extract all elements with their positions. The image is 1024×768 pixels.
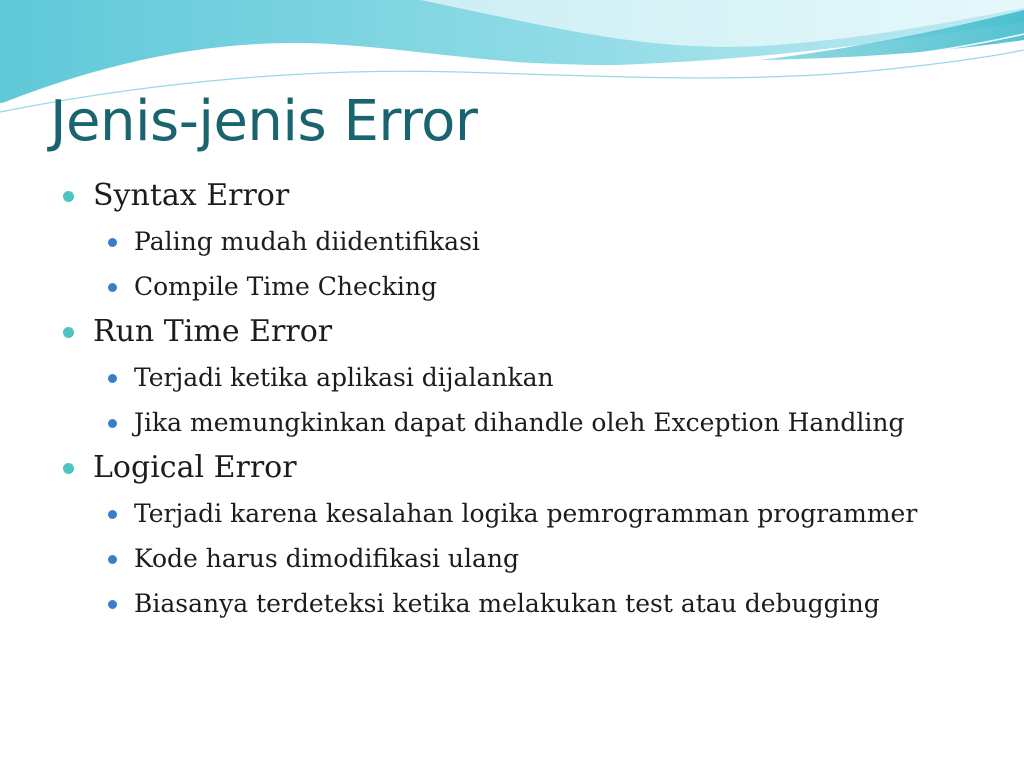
sub-bullet-item (62, 264, 1002, 309)
sub-bullet-label: Paling mudah diidentifikasi (134, 227, 480, 256)
bullet-label: Run Time Error (93, 314, 333, 349)
sub-bullet-list (62, 355, 1002, 445)
bullet-list (62, 173, 1002, 626)
sub-bullet-label: Compile Time Checking (134, 272, 438, 301)
bullet-item-run-time-error (62, 309, 1002, 445)
bullet-dot-icon (63, 191, 74, 202)
sub-bullet-dot-icon (108, 600, 117, 609)
sub-bullet-item (62, 581, 1002, 626)
sub-bullet-dot-icon (108, 283, 117, 292)
sub-bullet-item (62, 400, 1002, 445)
bullet-dot-icon (63, 327, 74, 338)
bullet-item-logical-error (62, 445, 1002, 626)
bullet-dot-icon (63, 463, 74, 474)
sub-bullet-dot-icon (108, 419, 117, 428)
bullet-label: Syntax Error (93, 178, 290, 213)
sub-bullet-list (62, 219, 1002, 309)
sub-bullet-dot-icon (108, 555, 117, 564)
sub-bullet-item (62, 536, 1002, 581)
sub-bullet-dot-icon (108, 374, 117, 383)
sub-bullet-dot-icon (108, 238, 117, 247)
sub-bullet-label: Jika memungkinkan dapat dihandle oleh Exception Handling (134, 408, 905, 437)
sub-bullet-label: Biasanya terdeteksi ketika melakukan test atau debugging (134, 589, 880, 618)
sub-bullet-item (62, 219, 1002, 264)
sub-bullet-item (62, 491, 1002, 536)
sub-bullet-item (62, 355, 1002, 400)
sub-bullet-label: Terjadi ketika aplikasi dijalankan (134, 363, 554, 392)
sub-bullet-list (62, 491, 1002, 626)
slide-title: Jenis-jenis Error (50, 89, 478, 154)
sub-bullet-label: Terjadi karena kesalahan logika pemrogramman programmer (134, 499, 918, 528)
sub-bullet-label: Kode harus dimodifikasi ulang (134, 544, 519, 573)
bullet-item-syntax-error (62, 173, 1002, 309)
bullet-label: Logical Error (93, 450, 297, 485)
sub-bullet-dot-icon (108, 510, 117, 519)
